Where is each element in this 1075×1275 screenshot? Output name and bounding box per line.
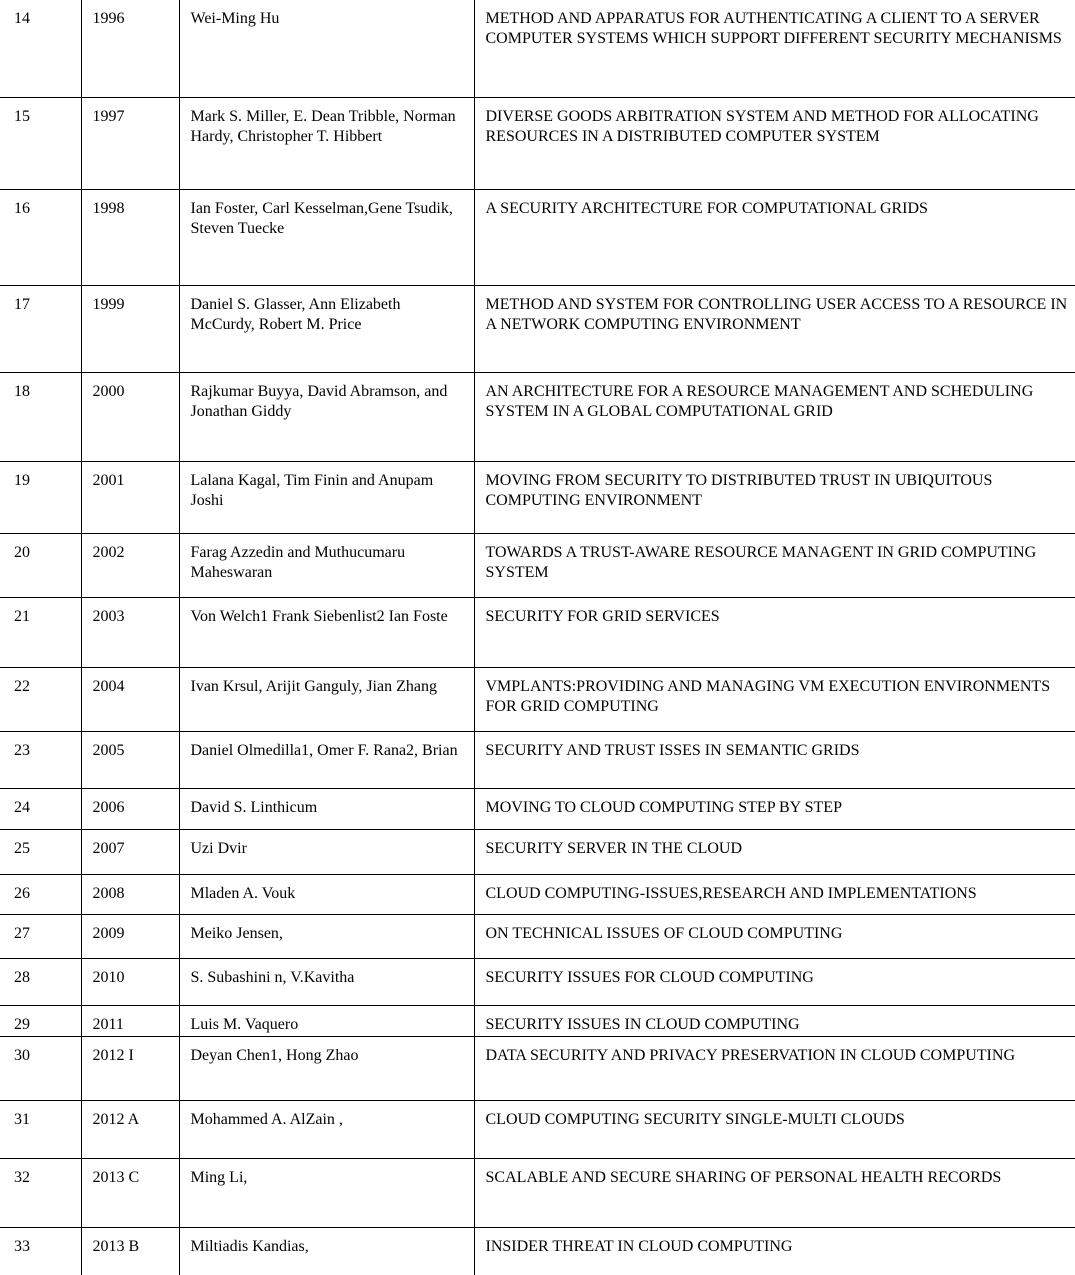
title-cell: METHOD AND SYSTEM FOR CONTROLLING USER ACCESS TO A RESOURCE IN A NETWORK COMPUTING ENVIRONMENT (474, 285, 1075, 372)
year-cell: 2002 (81, 533, 179, 597)
row-number-cell: 32 (0, 1158, 81, 1227)
table-row (0, 97, 1075, 189)
title-cell: CLOUD COMPUTING SECURITY SINGLE-MULTI CLOUDS (474, 1100, 1075, 1158)
table-row (0, 829, 1075, 874)
year-cell: 2001 (81, 461, 179, 533)
title-cell: MOVING FROM SECURITY TO DISTRIBUTED TRUST IN UBIQUITOUS COMPUTING ENVIRONMENT (474, 461, 1075, 533)
title-cell: VMPLANTS:PROVIDING AND MANAGING VM EXECUTION ENVIRONMENTS FOR GRID COMPUTING (474, 667, 1075, 731)
row-number-cell: 25 (0, 829, 81, 874)
row-number-cell: 23 (0, 731, 81, 788)
year-cell: 2009 (81, 914, 179, 958)
authors-cell: S. Subashini n, V.Kavitha (179, 958, 474, 1005)
authors-cell: Mohammed A. AlZain , (179, 1100, 474, 1158)
row-number-cell: 24 (0, 788, 81, 829)
table-row (0, 285, 1075, 372)
table-row (0, 372, 1075, 461)
authors-cell: Rajkumar Buyya, David Abramson, and Jonathan Giddy (179, 372, 474, 461)
year-cell: 2004 (81, 667, 179, 731)
year-cell: 1997 (81, 97, 179, 189)
row-number-cell: 21 (0, 597, 81, 667)
row-number-cell: 33 (0, 1227, 81, 1275)
title-cell: ON TECHNICAL ISSUES OF CLOUD COMPUTING (474, 914, 1075, 958)
table-row (0, 461, 1075, 533)
authors-cell: Deyan Chen1, Hong Zhao (179, 1036, 474, 1100)
title-cell: SECURITY ISSUES IN CLOUD COMPUTING (474, 1005, 1075, 1036)
authors-cell: Von Welch1 Frank Siebenlist2 Ian Foste (179, 597, 474, 667)
row-number-cell: 22 (0, 667, 81, 731)
title-cell: SCALABLE AND SECURE SHARING OF PERSONAL HEALTH RECORDS (474, 1158, 1075, 1227)
table-row (0, 788, 1075, 829)
table-row (0, 1036, 1075, 1100)
row-number-cell: 29 (0, 1005, 81, 1036)
row-number-cell: 28 (0, 958, 81, 1005)
authors-cell: Wei-Ming Hu (179, 0, 474, 97)
year-cell: 2011 (81, 1005, 179, 1036)
title-cell: SECURITY AND TRUST ISSES IN SEMANTIC GRIDS (474, 731, 1075, 788)
table-row (0, 731, 1075, 788)
year-cell: 1996 (81, 0, 179, 97)
row-number-cell: 20 (0, 533, 81, 597)
authors-cell: Daniel S. Glasser, Ann Elizabeth McCurdy, Robert M. Price (179, 285, 474, 372)
row-number-cell: 17 (0, 285, 81, 372)
year-cell: 2006 (81, 788, 179, 829)
year-cell: 2008 (81, 874, 179, 914)
authors-cell: Mladen A. Vouk (179, 874, 474, 914)
authors-cell: Daniel Olmedilla1, Omer F. Rana2, Brian (179, 731, 474, 788)
year-cell: 2013 C (81, 1158, 179, 1227)
row-number-cell: 31 (0, 1100, 81, 1158)
title-cell: A SECURITY ARCHITECTURE FOR COMPUTATIONAL GRIDS (474, 189, 1075, 285)
table-row (0, 667, 1075, 731)
title-cell: DATA SECURITY AND PRIVACY PRESERVATION IN CLOUD COMPUTING (474, 1036, 1075, 1100)
year-cell: 2005 (81, 731, 179, 788)
row-number-cell: 16 (0, 189, 81, 285)
authors-cell: Mark S. Miller, E. Dean Tribble, Norman Hardy, Christopher T. Hibbert (179, 97, 474, 189)
year-cell: 2000 (81, 372, 179, 461)
authors-cell: Uzi Dvir (179, 829, 474, 874)
year-cell: 2007 (81, 829, 179, 874)
title-cell: MOVING TO CLOUD COMPUTING STEP BY STEP (474, 788, 1075, 829)
year-cell: 2013 B (81, 1227, 179, 1275)
table-row (0, 597, 1075, 667)
title-cell: METHOD AND APPARATUS FOR AUTHENTICATING A CLIENT TO A SERVER COMPUTER SYSTEMS WHICH SUPPORT DIFFERENT SECURITY MECHANISMS (474, 0, 1075, 97)
authors-cell: Miltiadis Kandias, (179, 1227, 474, 1275)
authors-cell: Luis M. Vaquero (179, 1005, 474, 1036)
title-cell: SECURITY FOR GRID SERVICES (474, 597, 1075, 667)
title-cell: SECURITY SERVER IN THE CLOUD (474, 829, 1075, 874)
table-row (0, 1005, 1075, 1036)
authors-cell: Ian Foster, Carl Kesselman,Gene Tsudik, Steven Tuecke (179, 189, 474, 285)
authors-cell: Ivan Krsul, Arijit Ganguly, Jian Zhang (179, 667, 474, 731)
table-row (0, 0, 1075, 97)
year-cell: 1998 (81, 189, 179, 285)
title-cell: TOWARDS A TRUST-AWARE RESOURCE MANAGENT IN GRID COMPUTING SYSTEM (474, 533, 1075, 597)
title-cell: AN ARCHITECTURE FOR A RESOURCE MANAGEMENT AND SCHEDULING SYSTEM IN A GLOBAL COMPUTATIONAL GRID (474, 372, 1075, 461)
authors-cell: Ming Li, (179, 1158, 474, 1227)
row-number-cell: 26 (0, 874, 81, 914)
row-number-cell: 30 (0, 1036, 81, 1100)
title-cell: CLOUD COMPUTING-ISSUES,RESEARCH AND IMPLEMENTATIONS (474, 874, 1075, 914)
authors-cell: David S. Linthicum (179, 788, 474, 829)
table-row (0, 958, 1075, 1005)
title-cell: SECURITY ISSUES FOR CLOUD COMPUTING (474, 958, 1075, 1005)
row-number-cell: 27 (0, 914, 81, 958)
authors-cell: Lalana Kagal, Tim Finin and Anupam Joshi (179, 461, 474, 533)
year-cell: 2010 (81, 958, 179, 1005)
table-row (0, 189, 1075, 285)
authors-cell: Farag Azzedin and Muthucumaru Maheswaran (179, 533, 474, 597)
table-row (0, 874, 1075, 914)
year-cell: 2012 I (81, 1036, 179, 1100)
table-row (0, 1227, 1075, 1275)
table-row (0, 533, 1075, 597)
row-number-cell: 19 (0, 461, 81, 533)
year-cell: 2003 (81, 597, 179, 667)
table-row (0, 914, 1075, 958)
title-cell: INSIDER THREAT IN CLOUD COMPUTING (474, 1227, 1075, 1275)
table-row (0, 1100, 1075, 1158)
year-cell: 1999 (81, 285, 179, 372)
table-row (0, 1158, 1075, 1227)
row-number-cell: 14 (0, 0, 81, 97)
row-number-cell: 15 (0, 97, 81, 189)
year-cell: 2012 A (81, 1100, 179, 1158)
row-number-cell: 18 (0, 372, 81, 461)
authors-cell: Meiko Jensen, (179, 914, 474, 958)
title-cell: DIVERSE GOODS ARBITRATION SYSTEM AND METHOD FOR ALLOCATING RESOURCES IN A DISTRIBUTED COMPUTER SYSTEM (474, 97, 1075, 189)
